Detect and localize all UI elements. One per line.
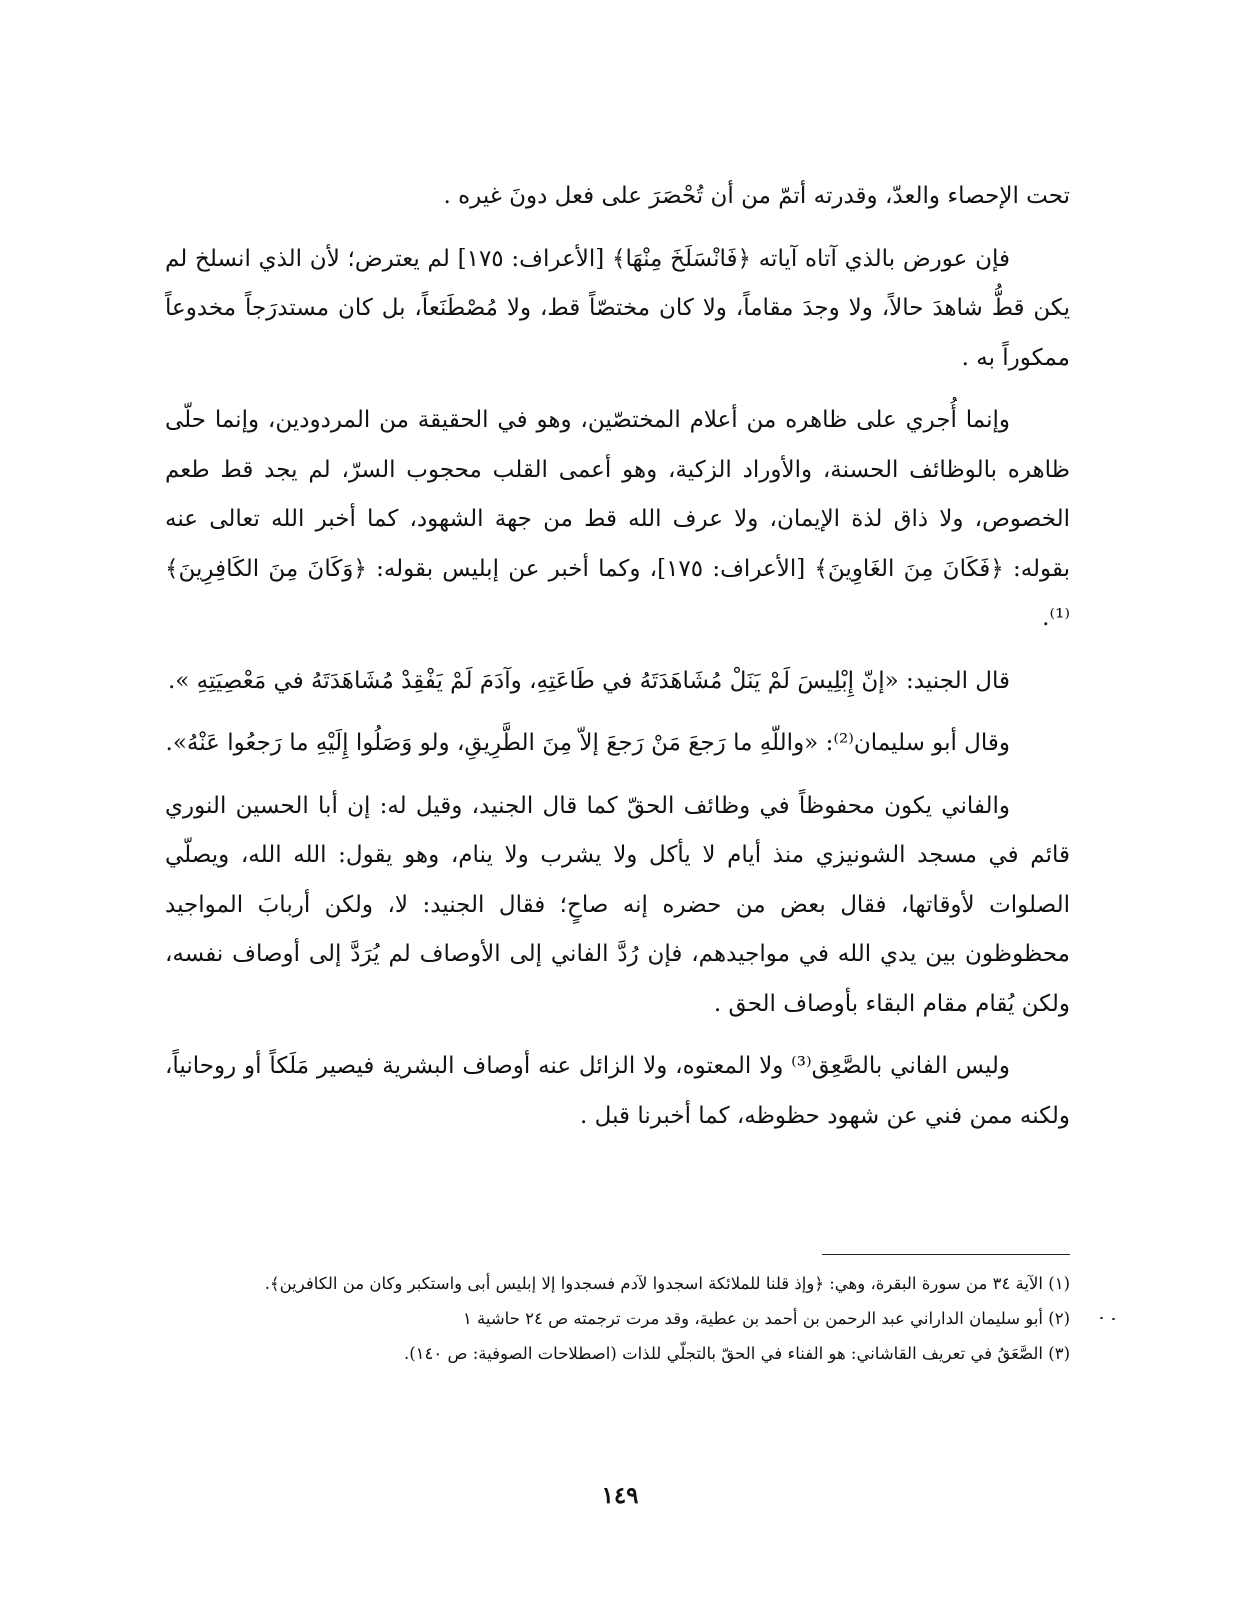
footnote-divider [822,1254,1070,1255]
paragraph-1: تحت الإحصاء والعدّ، وقدرته أتمّ من أن تُحْصَرَ على فعل دونَ غيره . [443,183,1070,209]
paragraph-6: والفاني يكون محفوظاً في وظائف الحقّ كما قال الجنيد، وقيل له: إن أبا الحسين النوري قائم في مسجد الشونيزي منذ أيام لا يأكل ولا يشرب ولا ينام، وهو يقول: الله الله، ويصلّي الصلوات لأوقاتها، فقال بعض من حضره إنه صاحٍ؛ فقال الجنيد: لا، ولكن أربابَ المواجيد محظوظون بين يدي الله في مواجيدهم، فإن رُدَّ الفاني إلى الأوصاف لم يُرَدَّ إلى أوصاف نفسه، ولكن يُقام مقام البقاء بأوصاف الحق . [165,792,1070,1017]
main-text [165,172,1070,1154]
paragraph-7: وليس الفاني بالصَّعِق⁽³⁾ ولا المعتوه، ولا الزائل عنه أوصاف البشرية فيصير مَلَكاً أو روحانياً، ولكنه ممن فني عن شهود حظوظه، كما أخبرنا قبل . [165,1053,1070,1129]
footnote-1: (١) الآية ٣٤ من سورة البقرة، وهي: ﴿وإذ قلنا للملائكة اسجدوا لآدم فسجدوا إلا إبليس أبى واستكبر وكان من الكافرين﴾. [264,1274,1070,1293]
footnote-3: (٣) الصَّعَقُ في تعريف القاشاني: هو الفناء في الحقّ بالتجلّي للذات (اصطلاحات الصوفية: ص ١٤٠). [403,1344,1070,1363]
scan-speck [1100,1317,1103,1319]
paragraph-2: فإن عورض بالذي آتاه آياته ﴿فَانْسَلَخَ مِنْهَا﴾ [الأعراف: ١٧٥] لم يعترض؛ لأن الذي انسلخ لم يكن قطُّ شاهدَ حالاً، ولا وجدَ مقاماً، ولا كان مختصّاً قط، ولا مُصْطَنَعاً، بل كان مستدرَجاً مخدوعاً ممكوراً به . [165,245,1070,371]
paragraph-4: قال الجنيد: «إنّ إِبْلِيسَ لَمْ يَنَلْ مُشَاهَدَتَهُ في طَاعَتِهِ، وآدَمَ لَمْ يَفْقِدْ مُشَاهَدَتَهُ في مَعْصِيَتِهِ ». [167,667,1010,694]
footnote-2: (٢) أبو سليمان الداراني عبد الرحمن بن أحمد بن عطية، وقد مرت ترجمته ص ٢٤ حاشية ١ [462,1309,1070,1328]
paragraph-5: وقال أبو سليمان⁽²⁾: «واللّهِ ما رَجعَ مَنْ رَجعَ إلاّ مِنَ الطَّرِيقِ، ولو وَصَلُوا إِلَيْهِ ما رَجعُوا عَنْهُ». [165,730,1010,756]
scan-speck [1112,1318,1115,1320]
page-number: ١٤٩ [601,1482,639,1509]
paragraph-3: وإنما أُجري على ظاهره من أعلام المختصّين، وهو في الحقيقة من المردودين، وإنما حلّى ظاهره بالوظائف الحسنة، والأوراد الزكية، وهو أعمى القلب محجوب السرّ، لم يجد قط طعم الخصوص، ولا ذاق لذة الإيمان، ولا عرف الله قط من جهة الشهود، كما أخبر الله تعالى عنه بقوله: ﴿فَكَانَ مِنَ الغَاوِينَ﴾ [الأعراف: ١٧٥]، وكما أخبر عن إبليس بقوله: ﴿وَكَانَ مِنَ الكَافِرِينَ﴾⁽¹⁾. [165,407,1070,631]
footnotes [165,1266,1070,1371]
